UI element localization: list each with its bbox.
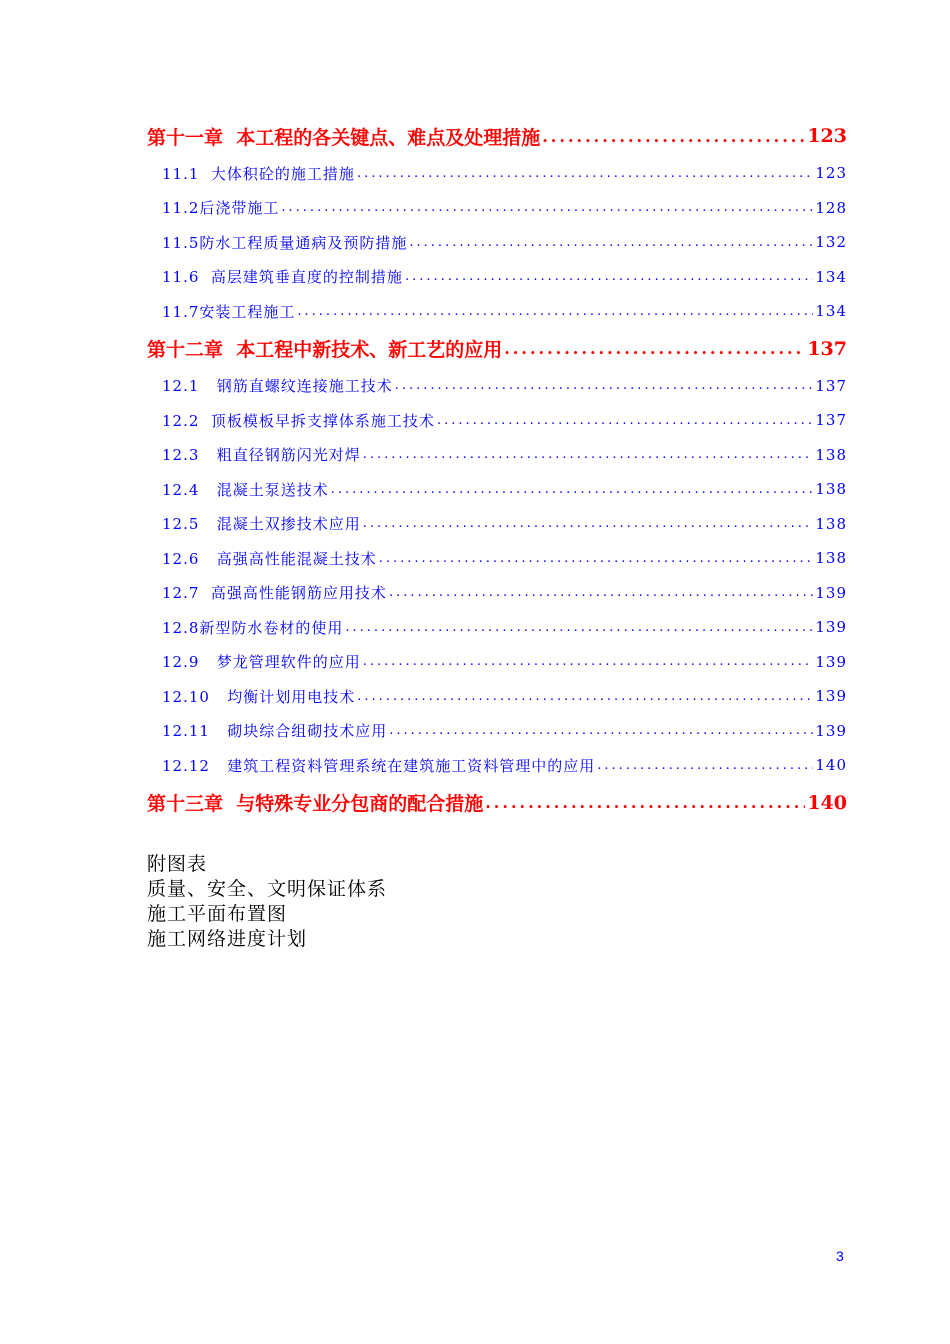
toc-section[interactable]	[162, 679, 847, 714]
toc-section-title: 11.7安装工程施工	[162, 302, 296, 321]
toc-page-number: 139	[815, 583, 847, 602]
toc-section-title: 12.12 建筑工程资料管理系统在建筑施工资料管理中的应用	[162, 756, 596, 775]
toc-section-title: 11.1 大体积砼的施工措施	[162, 164, 355, 183]
toc-page-number: 140	[815, 756, 847, 775]
appendix-item: 施工网络进度计划	[147, 928, 308, 950]
toc-page-number: 138	[815, 549, 847, 568]
toc-leader-dots	[363, 654, 814, 669]
toc-leader-dots	[345, 620, 813, 635]
toc-section-title: 12.4 混凝土泵送技术	[162, 480, 329, 499]
toc-section[interactable]	[162, 610, 847, 645]
toc-section[interactable]	[162, 438, 847, 473]
appendix-heading: 附图表	[147, 853, 208, 875]
toc-page-number: 128	[815, 198, 847, 217]
toc-leader-dots	[357, 166, 813, 181]
table-of-contents	[0, 116, 950, 823]
toc-chapter-title: 第十二章 本工程中新技术、新工艺的应用	[147, 339, 503, 361]
toc-leader-dots	[504, 339, 805, 358]
toc-section[interactable]	[162, 541, 847, 576]
toc-page-number: 140	[807, 791, 847, 814]
toc-section[interactable]	[162, 294, 847, 329]
toc-section-title: 12.5 混凝土双掺技术应用	[162, 515, 361, 534]
toc-section[interactable]	[162, 748, 847, 783]
toc-chapter-12[interactable]	[147, 331, 847, 367]
toc-section[interactable]	[162, 156, 847, 191]
toc-page-number: 139	[815, 652, 847, 671]
toc-leader-dots	[331, 482, 814, 497]
toc-chapter-title: 第十三章 与特殊专业分包商的配合措施	[147, 793, 484, 815]
toc-page-number: 134	[815, 267, 847, 286]
toc-section-title: 12.6 高强高性能混凝土技术	[162, 549, 377, 568]
appendix-item: 施工平面布置图	[147, 903, 288, 925]
toc-page-number: 139	[815, 687, 847, 706]
toc-section-title: 12.7 高强高性能钢筋应用技术	[162, 584, 387, 603]
toc-leader-dots	[597, 758, 813, 773]
appendix-list	[147, 852, 387, 952]
toc-page-number: 123	[807, 125, 847, 147]
toc-section-title: 12.3 粗直径钢筋闪光对焊	[162, 446, 361, 465]
toc-section[interactable]	[162, 403, 847, 438]
toc-leader-dots	[357, 689, 813, 704]
toc-leader-dots	[389, 723, 813, 738]
toc-leader-dots	[297, 304, 813, 319]
toc-leader-dots	[389, 585, 813, 600]
toc-section-title: 12.8新型防水卷材的使用	[162, 618, 344, 637]
toc-section-title: 12.1 钢筋直螺纹连接施工技术	[162, 377, 393, 396]
toc-section[interactable]	[162, 191, 847, 226]
toc-section-title: 11.6 高层建筑垂直度的控制措施	[162, 268, 403, 287]
toc-page-number: 132	[815, 233, 847, 252]
toc-leader-dots	[281, 200, 813, 215]
toc-page-number: 138	[815, 514, 847, 533]
toc-section[interactable]	[162, 369, 847, 404]
toc-leader-dots	[485, 793, 805, 812]
toc-section[interactable]	[162, 472, 847, 507]
toc-section[interactable]	[162, 714, 847, 749]
toc-section-title: 11.2后浇带施工	[162, 199, 280, 218]
toc-section-title: 12.11 砌块综合组砌技术应用	[162, 722, 388, 741]
toc-leader-dots	[379, 551, 814, 566]
toc-leader-dots	[363, 516, 814, 531]
toc-section[interactable]	[162, 260, 847, 295]
toc-leader-dots	[363, 447, 814, 462]
toc-leader-dots	[542, 127, 805, 146]
toc-page-number: 134	[815, 302, 847, 321]
toc-leader-dots	[409, 235, 813, 250]
toc-page-number: 137	[815, 376, 847, 395]
toc-section-title: 12.2 顶板模板早拆支撑体系施工技术	[162, 411, 435, 430]
toc-leader-dots	[437, 413, 813, 428]
toc-chapter-13[interactable]	[147, 785, 847, 821]
page-number: 3	[836, 1248, 844, 1264]
toc-leader-dots	[405, 269, 813, 284]
toc-section-title: 12.9 梦龙管理软件的应用	[162, 653, 361, 672]
toc-page-number: 123	[815, 164, 847, 183]
toc-section[interactable]	[162, 576, 847, 611]
toc-page-number: 137	[807, 337, 847, 360]
toc-page-number: 138	[815, 480, 847, 499]
toc-page-number: 137	[815, 411, 847, 430]
toc-chapter-11[interactable]	[147, 118, 847, 154]
toc-page-number: 139	[815, 618, 847, 637]
toc-chapter-title: 第十一章 本工程的各关键点、难点及处理措施	[147, 126, 541, 149]
toc-leader-dots	[395, 378, 814, 393]
toc-section[interactable]	[162, 507, 847, 542]
toc-section[interactable]	[162, 645, 847, 680]
toc-section-title: 11.5防水工程质量通病及预防措施	[162, 233, 408, 252]
appendix-item: 质量、安全、文明保证体系	[147, 878, 388, 900]
toc-section-title: 12.10 均衡计划用电技术	[162, 687, 356, 706]
toc-page-number: 139	[815, 721, 847, 740]
toc-section[interactable]	[162, 225, 847, 260]
toc-page-number: 138	[815, 445, 847, 464]
